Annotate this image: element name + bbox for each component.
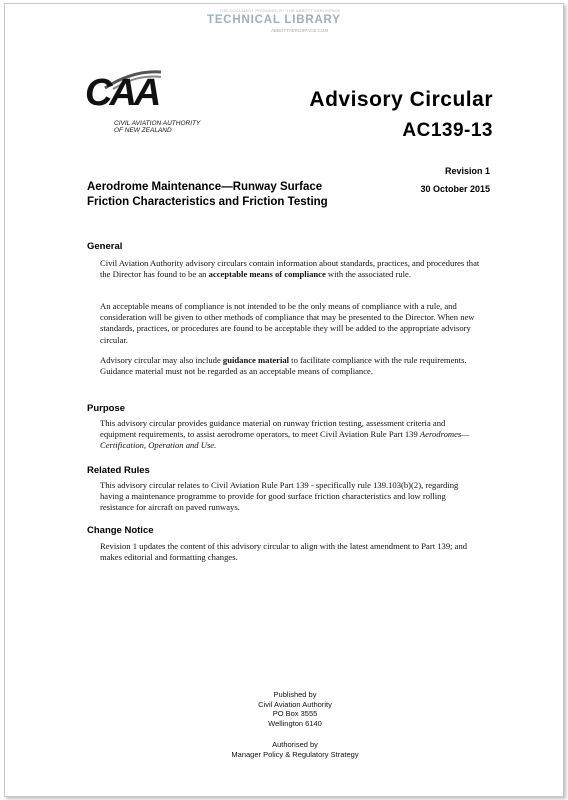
purpose-text: This advisory circular provides guidance material on runway friction testing, assessment criteria and equipment requirements, to assist aerodrome operators, to meet Civil Aviation Rule Part 139 [100,418,446,440]
document-page [4,3,564,797]
general-p3-bold: guidance material [222,355,290,365]
document-title: Aerodrome Maintenance—Runway Surface Friction Characteristics and Friction Testing [87,181,328,208]
logo-line-2: OF NEW ZEALAND [114,127,172,134]
purpose-italic: Aerodromes—Certification, Operation and Use. [100,429,469,451]
watermark-url: ABBOTTAEROSPACE.COM [271,28,329,33]
publisher-box: PO Box 3555 [272,709,318,718]
authoriser-name: Manager Policy & Regulatory Strategy [231,749,359,759]
general-p3-tail: to facilitate compliance with the rule requirements. Guidance material must not be regarded as an acceptable means of compliance. [100,355,467,377]
watermark-top-text: THE DOCUMENT PROVIDED BY THE ABBOTT AEROSPACE [219,8,341,13]
change-notice-paragraph: Revision 1 updates the content of this advisory circular to align with the latest amendment to Part 139; and makes editorial and formatting changes. [100,541,468,563]
general-heading: General [87,241,123,252]
purpose-paragraph [100,418,480,452]
published-block [185,690,405,728]
authorised-label: Authorised by [272,740,318,749]
doc-type-heading: Advisory Circular [309,88,493,111]
general-p1-bold: acceptable means of compliance [208,269,326,280]
purpose-heading: Purpose [87,403,126,414]
publisher-city: Wellington 6140 [268,718,322,728]
published-label: Published by [273,690,317,699]
general-p1-text: Civil Aviation Authority advisory circulars contain information about standards, practices, and procedures that the Director has found to be an [100,258,480,280]
change-notice-heading: Change Notice [87,525,154,536]
logo-line-1: CIVIL AVIATION AUTHORITY [114,120,201,127]
doc-number-heading: AC139-13 [402,120,493,141]
date-label: 30 October 2015 [420,184,490,194]
general-paragraph-1 [100,258,480,280]
general-paragraph-3 [100,355,480,377]
publisher-org: Civil Aviation Authority [258,699,332,709]
related-rules-paragraph: This advisory circular relates to Civil Aviation Rule Part 139 - specifically rule 139.103(b)(2), regarding having a maintenance programme to provide for good surface friction characteristics and low rolling resistance for aircraft on paved runways. [100,480,459,513]
related-rules-heading: Related Rules [87,465,150,476]
watermark-title: TECHNICAL LIBRARY [207,14,341,26]
logo-text: CAA [85,72,159,114]
revision-label: Revision 1 [444,166,490,176]
general-p3-text: Advisory circular may also include [100,355,223,365]
general-p1-tail: with the associated rule. [325,269,411,280]
general-paragraph-2: An acceptable means of compliance is not intended to be the only means of compliance with a rule, and consideration will be given to other methods of compliance that may be presented to the Director. When new standards, practices, or procedures are found to be acceptable they will be added to the appropriate advisory circular. [100,301,475,345]
watermark [195,8,365,34]
authorised-block [185,740,405,759]
